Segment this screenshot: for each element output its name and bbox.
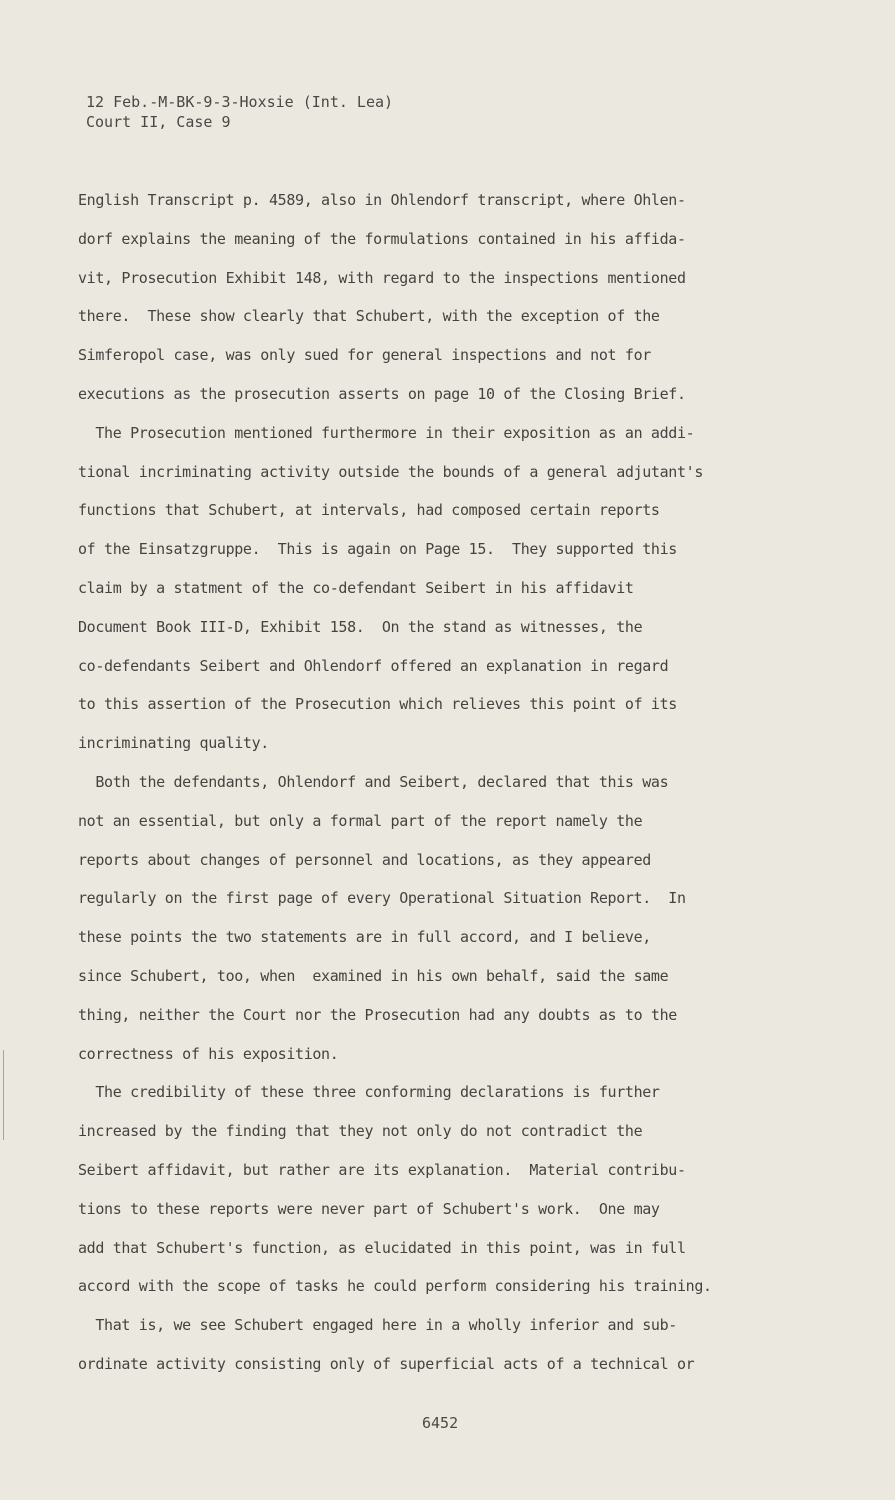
body-line: Seibert affidavit, but rather are its explanation. Material contribu- — [78, 1160, 686, 1179]
body-line: these points the two statements are in full accord, and I believe, — [78, 928, 651, 947]
body-line: thing, neither the Court nor the Prosecution had any doubts as to the — [78, 1005, 677, 1024]
body-line: dorf explains the meaning of the formulations contained in his affida- — [78, 229, 686, 248]
body-line: functions that Schubert, at intervals, had composed certain reports — [78, 501, 660, 520]
body-line: The Prosecution mentioned furthermore in their exposition as an addi- — [78, 423, 695, 442]
body-line: executions as the prosecution asserts on page 10 of the Closing Brief. — [78, 384, 686, 403]
header-court-line: Court II, Case 9 — [86, 113, 231, 131]
body-line: accord with the scope of tasks he could perform considering his training. — [78, 1277, 712, 1296]
body-line: regularly on the first page of every Operational Situation Report. In — [78, 889, 686, 908]
page-number: 6452 — [422, 1414, 459, 1432]
body-line: Both the defendants, Ohlendorf and Seibert, declared that this was — [78, 772, 669, 791]
binding-mark — [3, 1050, 10, 1140]
body-line: Simferopol case, was only sued for general inspections and not for — [78, 346, 651, 365]
body-line: of the Einsatzgruppe. This is again on Page 15. They supported this — [78, 540, 677, 559]
body-line: since Schubert, too, when examined in his own behalf, said the same — [78, 966, 669, 985]
body-line: add that Schubert's function, as elucidated in this point, was in full — [78, 1238, 686, 1257]
body-line: ordinate activity consisting only of superficial acts of a technical or — [78, 1354, 695, 1373]
body-line: increased by the finding that they not only do not contradict the — [78, 1122, 643, 1141]
body-line: there. These show clearly that Schubert, with the exception of the — [78, 307, 660, 326]
body-line: incriminating quality. — [78, 734, 269, 753]
body-line: That is, we see Schubert engaged here in a wholly inferior and sub- — [78, 1316, 677, 1335]
body-line: tional incriminating activity outside the bounds of a general adjutant's — [78, 462, 704, 481]
header-reference-line: 12 Feb.-M-BK-9-3-Hoxsie (Int. Lea) — [86, 93, 394, 111]
body-line: The credibility of these three conforming declarations is further — [78, 1083, 660, 1102]
body-line: to this assertion of the Prosecution which relieves this point of its — [78, 695, 677, 714]
document-header — [86, 92, 393, 132]
body-line: tions to these reports were never part of Schubert's work. One may — [78, 1199, 660, 1218]
body-line: co-defendants Seibert and Ohlendorf offered an explanation in regard — [78, 656, 669, 675]
body-line: claim by a statment of the co-defendant Seibert in his affidavit — [78, 578, 634, 597]
document-body — [78, 188, 798, 1391]
body-line: reports about changes of personnel and locations, as they appeared — [78, 850, 651, 869]
body-line: English Transcript p. 4589, also in Ohlendorf transcript, where Ohlen- — [78, 191, 686, 209]
body-line: correctness of his exposition. — [78, 1044, 339, 1063]
body-line: Document Book III-D, Exhibit 158. On the stand as witnesses, the — [78, 617, 643, 636]
body-line: vit, Prosecution Exhibit 148, with regard to the inspections mentioned — [78, 268, 686, 287]
body-line: not an essential, but only a formal part of the report namely the — [78, 811, 643, 830]
